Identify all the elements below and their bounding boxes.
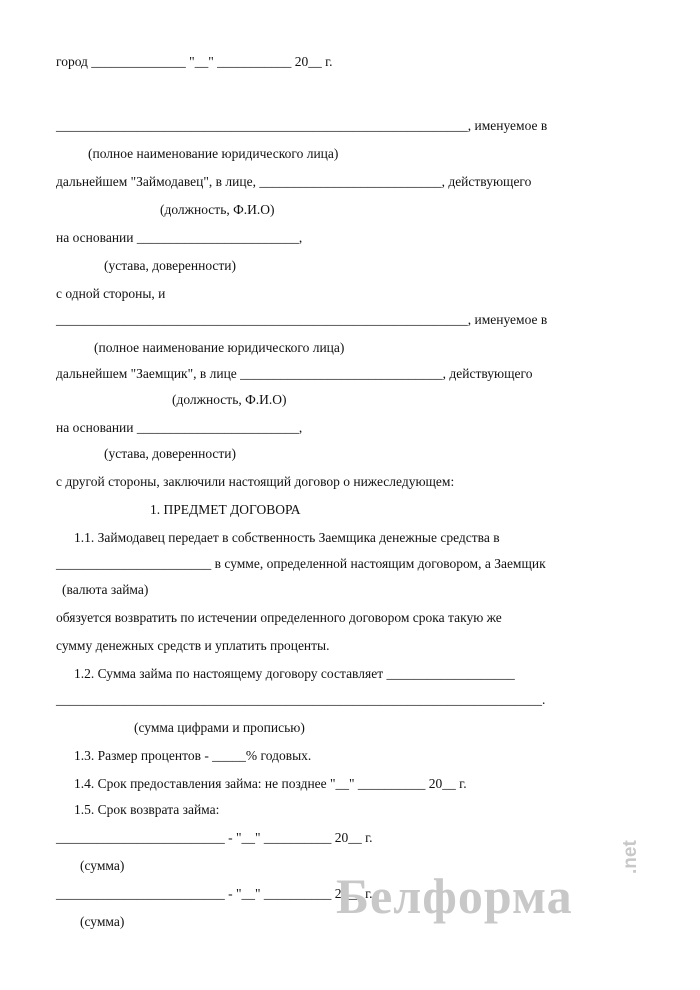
clause-1-1-line-d: сумму денежных средств и уплатить проценты. <box>56 638 330 653</box>
party2-name-line: _____________________________________________________________, именуемое в <box>56 312 548 327</box>
party1-representative-hint: (должность, Ф.И.О) <box>160 202 275 217</box>
party1-side-line: с одной стороны, и <box>56 286 166 301</box>
watermark-logo-suffix: .net <box>620 840 641 874</box>
clause-1-1-line-b: _______________________ в сумме, определенной настоящим договором, а Заемщик <box>56 556 546 571</box>
repayment-line-2: _________________________ - "__" __________ 20__ г. <box>56 886 373 901</box>
party1-basis-line: на основании ________________________, <box>56 230 303 245</box>
party1-representative-line: дальнейшем "Займодавец", в лице, ___________________________, действующего <box>56 174 532 189</box>
party1-name-line: _____________________________________________________________, именуемое в <box>56 118 548 133</box>
party2-representative-line: дальнейшем "Заемщик", в лице ______________________________, действующего <box>56 366 533 381</box>
party2-name-hint: (полное наименование юридического лица) <box>94 340 345 355</box>
section-title: 1. ПРЕДМЕТ ДОГОВОРА <box>150 502 301 517</box>
repayment-sum-hint-2: (сумма) <box>80 914 125 929</box>
clause-1-2-line-a: 1.2. Сумма займа по настоящему договору составляет ___________________ <box>74 666 515 681</box>
clause-1-3: 1.3. Размер процентов - _____% годовых. <box>74 748 312 763</box>
party2-basis-line: на основании ________________________, <box>56 420 303 435</box>
party1-basis-hint: (устава, доверенности) <box>104 258 237 273</box>
clause-1-1-line-c: обязуется возвратить по истечении определенного договором срока такую же <box>56 610 502 625</box>
party1-name-hint: (полное наименование юридического лица) <box>88 146 339 161</box>
watermark-logo: Белформа <box>336 868 573 924</box>
party2-basis-hint: (устава, доверенности) <box>104 446 237 461</box>
clause-1-1-line-a: 1.1. Займодавец передает в собственность Заемщика денежные средства в <box>74 530 500 545</box>
clause-1-4: 1.4. Срок предоставления займа: не позднее "__" __________ 20__ г. <box>74 776 467 791</box>
party2-representative-hint: (должность, Ф.И.О) <box>172 392 287 407</box>
amount-hint: (сумма цифрами и прописью) <box>134 720 305 735</box>
repayment-line-1: _________________________ - "__" __________ 20__ г. <box>56 830 373 845</box>
clause-1-2-line-b: ________________________________________________________________________. <box>56 692 546 707</box>
repayment-sum-hint-1: (сумма) <box>80 858 125 873</box>
currency-hint: (валюта займа) <box>62 582 149 597</box>
party2-side-line: с другой стороны, заключили настоящий договор о нижеследующем: <box>56 474 455 489</box>
city-date-line: город ______________ "__" ___________ 20__ г. <box>56 54 333 69</box>
clause-1-5: 1.5. Срок возврата займа: <box>74 802 220 817</box>
